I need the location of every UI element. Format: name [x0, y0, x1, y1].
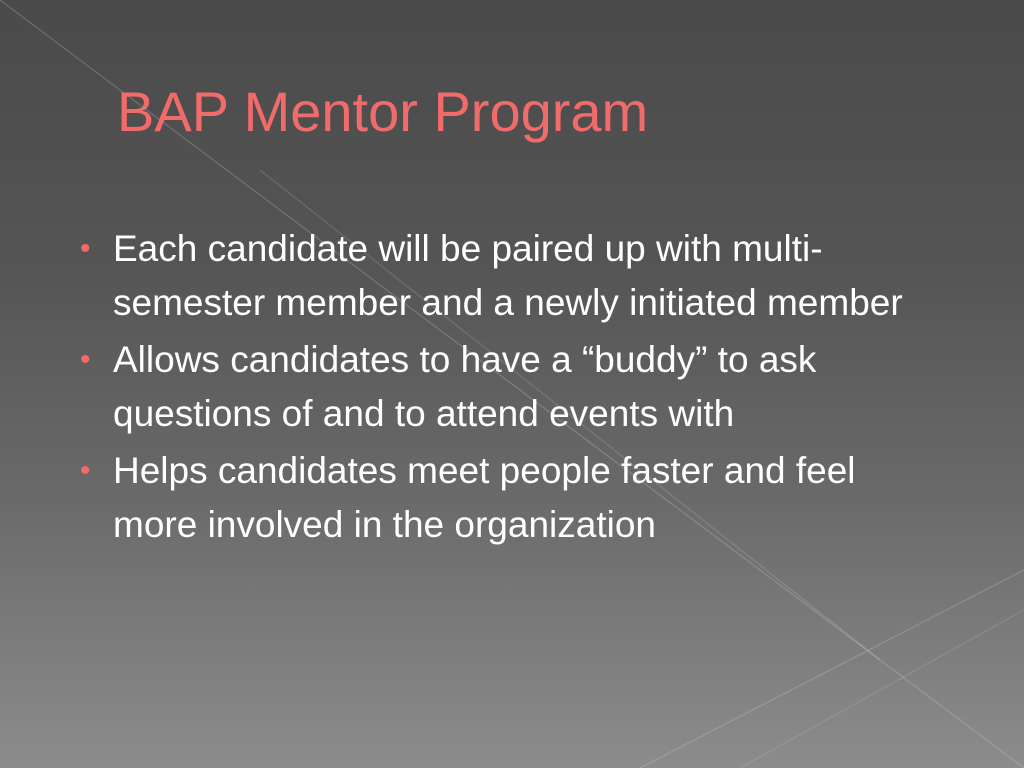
bullet-list — [80, 222, 940, 555]
bullet-item — [80, 333, 940, 441]
bullet-text: Allows candidates to have a “buddy” to ask questions of and to attend events with — [113, 339, 817, 434]
bullet-item — [80, 222, 940, 330]
background-line — [640, 570, 1024, 768]
bullet-marker: • — [80, 454, 91, 487]
bullet-marker: • — [80, 232, 91, 265]
bullet-text: Each candidate will be paired up with multi-semester member and a newly initiated member — [113, 228, 903, 323]
bullet-marker: • — [80, 343, 91, 376]
bullet-item — [80, 444, 940, 552]
bullet-text: Helps candidates meet people faster and feel more involved in the organization — [113, 450, 856, 545]
background-line — [740, 610, 1024, 768]
slide-title: BAP Mentor Program — [117, 80, 649, 143]
